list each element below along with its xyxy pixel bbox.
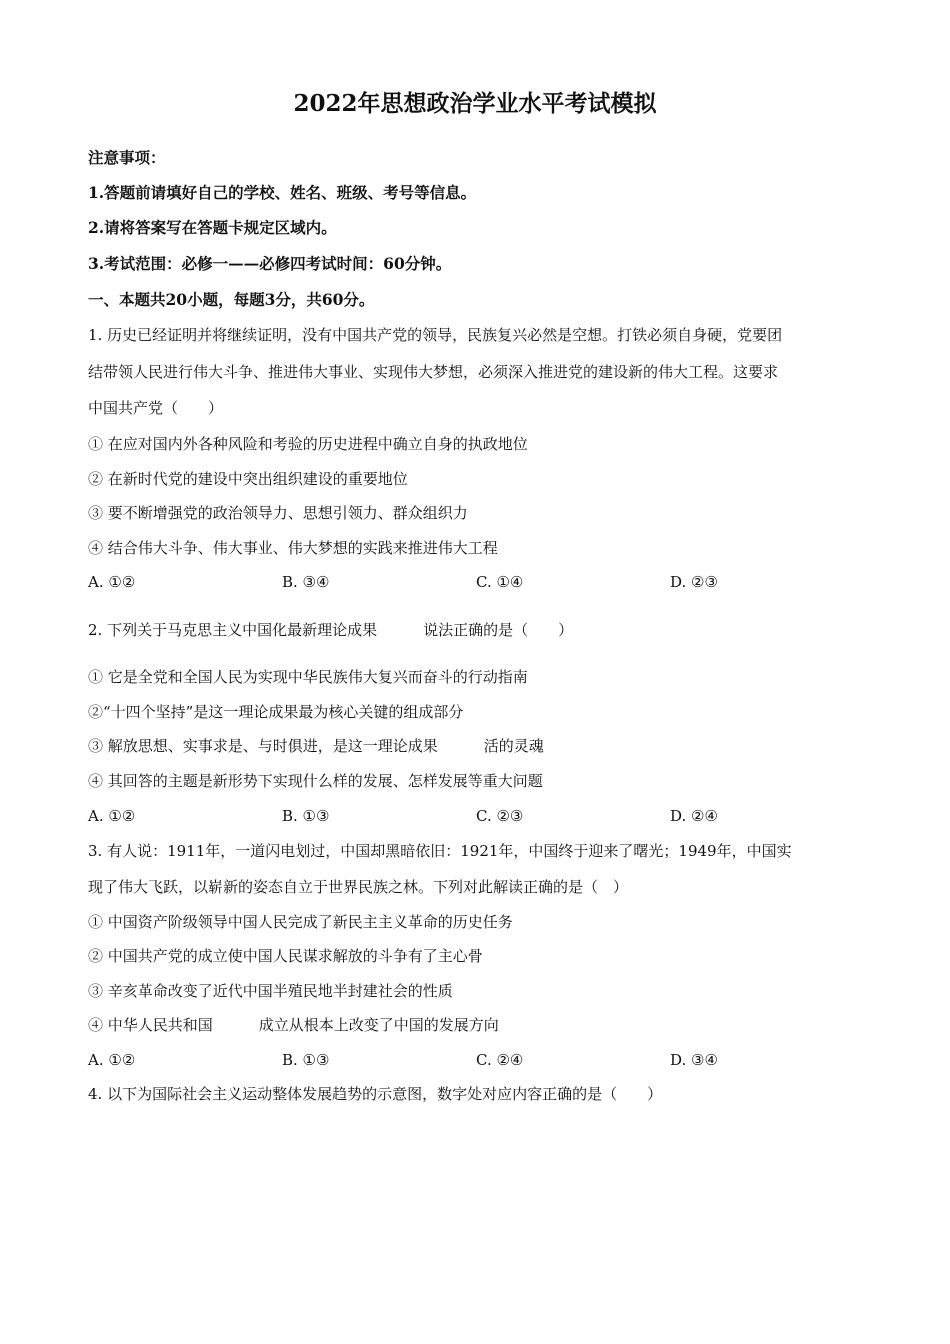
q1-option-a: A. ①② xyxy=(88,573,136,591)
q1-option-d: D. ②③ xyxy=(670,573,718,591)
q3-statement-1: ① 中国资产阶级领导中国人民完成了新民主主义革命的历史任务 xyxy=(88,913,513,931)
q1-stem-line-2: 结带领人民进行伟大斗争、推进伟大事业、实现伟大梦想，必须深入推进党的建设新的伟大工程。这要求 xyxy=(88,363,779,381)
q1-option-c: C. ①④ xyxy=(476,573,524,591)
q2-statement-4: ④ 其回答的主题是新形势下实现什么样的发展、怎样发展等重大问题 xyxy=(88,772,543,790)
notice-item-3: 3.考试范围：必修一——必修四考试时间：60分钟。 xyxy=(88,254,452,273)
q1-statement-3: ③ 要不断增强党的政治领导力、思想引领力、群众组织力 xyxy=(88,504,468,522)
q2-statement-3 xyxy=(88,736,544,756)
q4-stem-line-1: 4. 以下为国际社会主义运动整体发展趋势的示意图，数字处对应内容正确的是（ ） xyxy=(88,1085,663,1103)
q3-statement-4 xyxy=(88,1015,499,1035)
q3-option-a: A. ①② xyxy=(88,1051,136,1069)
q3-stem-line-2: 现了伟大飞跃，以崭新的姿态自立于世界民族之林。下列对此解读正确的是（ ） xyxy=(88,878,629,896)
q2-statement-3-part-b: 活的灵魂 xyxy=(483,737,544,755)
q2-stem-part-a: 2. 下列关于马克思主义中国化最新理论成果 xyxy=(88,621,378,639)
q3-stem-line-1: 3. 有人说：1911年，一道闪电划过，中国却黑暗依旧：1921年，中国终于迎来了曙光；1949年，中国实 xyxy=(88,842,792,860)
q2-statement-2: ②“十四个坚持”是这一理论成果最为核心关键的组成部分 xyxy=(88,703,464,721)
q2-option-d: D. ②④ xyxy=(670,807,718,825)
section-heading: 一、本题共20小题，每题3分，共60分。 xyxy=(88,290,375,309)
q2-option-c: C. ②③ xyxy=(476,807,524,825)
q1-statement-4: ④ 结合伟大斗争、伟大事业、伟大梦想的实践来推进伟大工程 xyxy=(88,539,498,557)
q2-stem-part-b: 说法正确的是（ ） xyxy=(423,621,574,639)
q2-statement-1: ① 它是全党和全国人民为实现中华民族伟大复兴而奋斗的行动指南 xyxy=(88,668,528,686)
q2-statement-3-part-a: ③ 解放思想、实事求是、与时俱进，是这一理论成果 xyxy=(88,737,438,755)
q3-statement-3: ③ 辛亥革命改变了近代中国半殖民地半封建社会的性质 xyxy=(88,982,453,1000)
q1-option-b: B. ③④ xyxy=(282,573,330,591)
q3-option-b: B. ①③ xyxy=(282,1051,330,1069)
q1-statement-2: ② 在新时代党的建设中突出组织建设的重要地位 xyxy=(88,470,408,488)
q1-statement-1: ① 在应对国内外各种风险和考验的历史进程中确立自身的执政地位 xyxy=(88,435,528,453)
q3-statement-4-part-a: ④ 中华人民共和国 xyxy=(88,1016,213,1034)
q2-option-b: B. ①③ xyxy=(282,807,330,825)
q3-statement-2: ② 中国共产党的成立使中国人民谋求解放的斗争有了主心骨 xyxy=(88,947,483,965)
q3-option-d: D. ③④ xyxy=(670,1051,718,1069)
q2-option-a: A. ①② xyxy=(88,807,136,825)
q3-option-c: C. ②④ xyxy=(476,1051,524,1069)
notice-item-2: 2.请将答案写在答题卡规定区域内。 xyxy=(88,218,337,237)
q1-stem-line-3: 中国共产党（ ） xyxy=(88,399,224,417)
q2-stem xyxy=(88,620,573,640)
notice-item-1: 1.答题前请填好自己的学校、姓名、班级、考号等信息。 xyxy=(88,183,477,202)
q3-statement-4-part-b: 成立从根本上改变了中国的发展方向 xyxy=(258,1016,499,1034)
page-title: 2022年思想政治学业水平考试模拟 xyxy=(293,90,657,117)
notice-heading: 注意事项： xyxy=(88,148,166,167)
q1-stem-line-1: 1. 历史已经证明并将继续证明，没有中国共产党的领导，民族复兴必然是空想。打铁必须自身硬，党要团 xyxy=(88,326,783,344)
